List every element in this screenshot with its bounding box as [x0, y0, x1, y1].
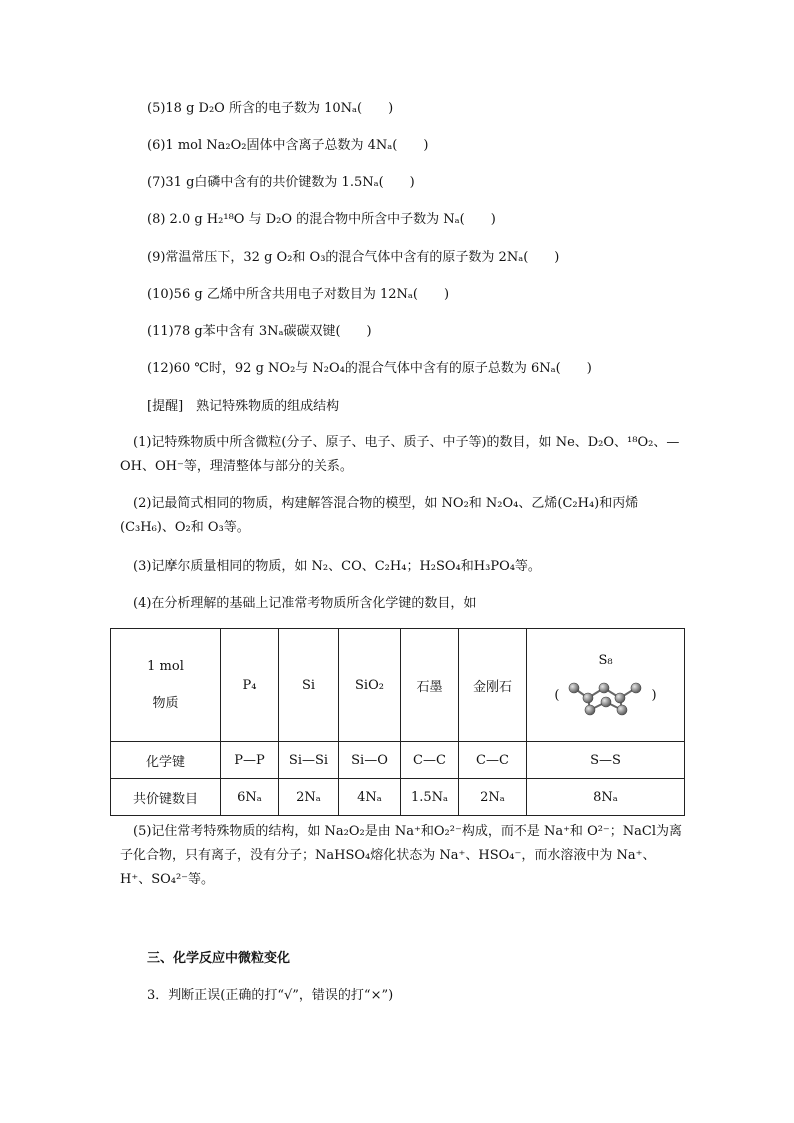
tip-paragraph-5: (5)记住常考特殊物质的结构，如 Na₂O₂是由 Na⁺和O₂²⁻构成，而不是 Na⁺和 O²⁻；NaCl为离子化合物，只有离子，没有分子；NaHSO₄熔化状态为 Na⁺、HSO₄⁻，而水溶液中为 Na⁺、H⁺、SO₄²⁻等。	[120, 824, 683, 887]
statement-item: (9)常温常压下，32 g O₂和 O₃的混合气体中含有的原子数为 2Nₐ( )	[147, 250, 560, 265]
s8-ring-structure-icon	[566, 674, 646, 718]
column-sio2: SiO₂	[339, 629, 401, 742]
table-cell: 1.5Nₐ	[401, 779, 459, 816]
column-si: Si	[279, 629, 339, 742]
s8-label: S₈	[598, 652, 613, 668]
statement-item: (11)78 g苯中含有 3Nₐ碳碳双键( )	[147, 324, 372, 339]
statement-item: (7)31 g白磷中含有的共价键数为 1.5Nₐ( )	[147, 175, 415, 190]
paren-close: )	[651, 688, 657, 703]
table-cell: C—C	[459, 742, 527, 779]
column-p4: P₄	[221, 629, 279, 742]
section-title: 三、化学反应中微粒变化	[147, 951, 291, 966]
tip-paragraph-2: (2)记最简式相同的物质，构建解答混合物的模型，如 NO₂和 N₂O₄、乙烯(C₂H₄)和丙烯(C₃H₆)、O₂和 O₃等。	[120, 496, 639, 535]
table-cell: S—S	[527, 742, 685, 779]
statement-item: (5)18 g D₂O 所含的电子数为 10Nₐ( )	[147, 101, 394, 116]
table-cell: Si—O	[339, 742, 401, 779]
header-line-1: 1 mol	[147, 659, 184, 674]
column-diamond: 金刚石	[459, 629, 527, 742]
column-graphite: 石墨	[401, 629, 459, 742]
table-cell: 2Nₐ	[279, 779, 339, 816]
tip-title: [提醒] 熟记特殊物质的组成结构	[147, 399, 340, 414]
header-line-2: 物质	[152, 696, 179, 711]
table-row-bond	[111, 742, 685, 779]
column-s8	[527, 629, 685, 742]
tip-paragraph-3: (3)记摩尔质量相同的物质，如 N₂、CO、C₂H₄；H₂SO₄和H₃PO₄等。	[120, 559, 541, 574]
bond-count-table	[110, 628, 685, 816]
table-row-count	[111, 779, 685, 816]
table-cell: P—P	[221, 742, 279, 779]
table-cell: 6Nₐ	[221, 779, 279, 816]
header-cell	[111, 629, 221, 742]
statement-item: (8) 2.0 g H₂¹⁸O 与 D₂O 的混合物中所含中子数为 Nₐ( )	[147, 212, 496, 227]
row-label-bond: 化学键	[111, 742, 221, 779]
statement-item: (6)1 mol Na₂O₂固体中含离子总数为 4Nₐ( )	[147, 138, 429, 153]
table-cell: C—C	[401, 742, 459, 779]
table-cell: Si—Si	[279, 742, 339, 779]
paren-open: (	[554, 688, 560, 703]
table-cell: 8Nₐ	[527, 779, 685, 816]
statement-item: (12)60 ℃时，92 g NO₂与 N₂O₄的混合气体中含有的原子总数为 6Nₐ( )	[147, 361, 592, 376]
tip-paragraph-1: (1)记特殊物质中所含微粒(分子、原子、电子、质子、中子等)的数目，如 Ne、D₂O、¹⁸O₂、—OH、OH⁻等，理清整体与部分的关系。	[120, 435, 680, 474]
statement-item: (10)56 g 乙烯中所含共用电子对数目为 12Nₐ( )	[147, 287, 450, 302]
tip-paragraph-4: (4)在分析理解的基础上记准常考物质所含化学键的数目，如	[120, 596, 477, 611]
table-cell: 2Nₐ	[459, 779, 527, 816]
table-cell: 4Nₐ	[339, 779, 401, 816]
row-label-count: 共价键数目	[111, 779, 221, 816]
table-header-row	[111, 629, 685, 742]
question-instruction: 3．判断正误(正确的打“√”，错误的打“×”)	[147, 988, 394, 1003]
